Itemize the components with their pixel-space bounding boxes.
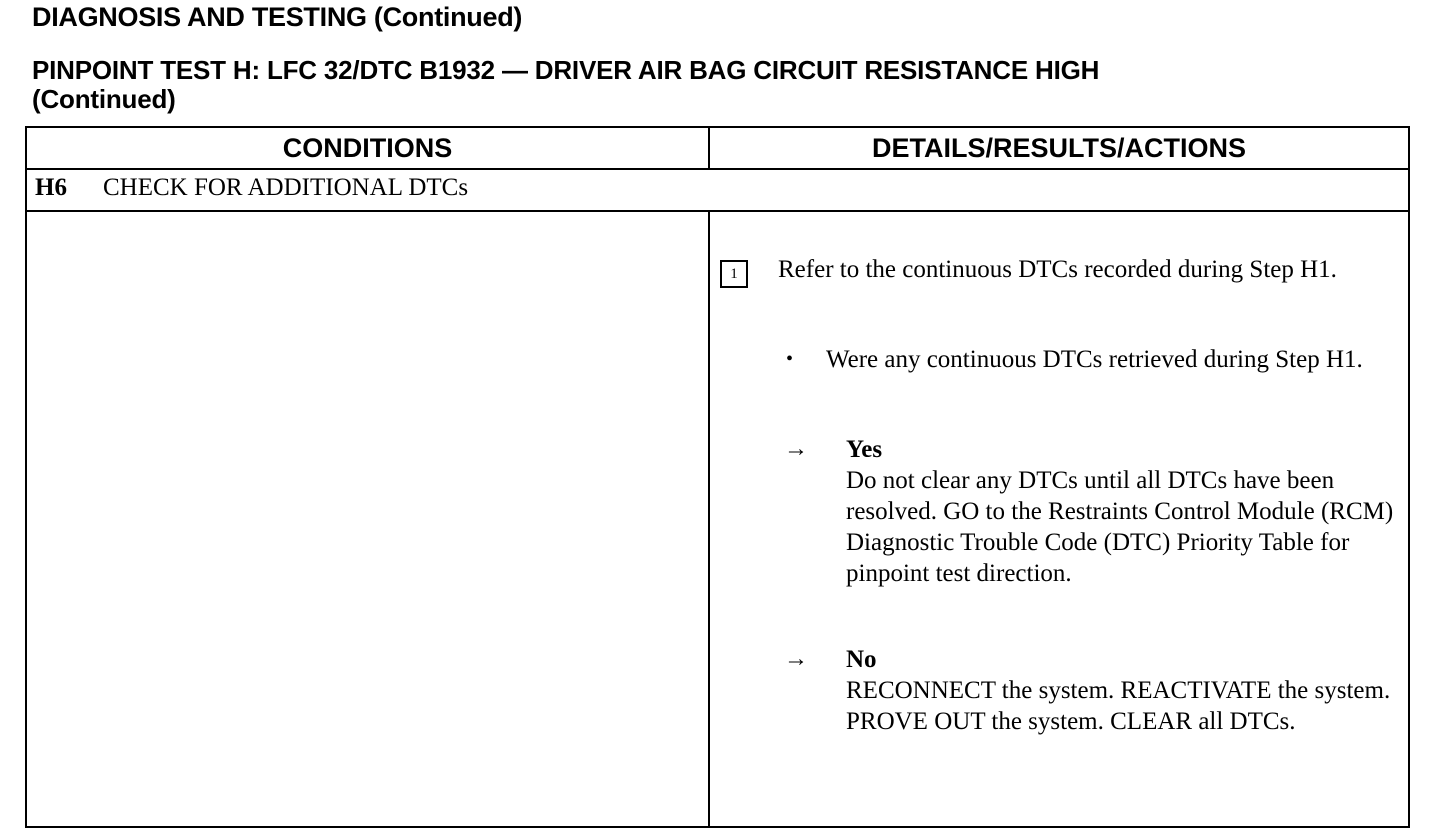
step-title: CHECK FOR ADDITIONAL DTCs (103, 174, 469, 201)
page-heading: DIAGNOSIS AND TESTING (Continued) (32, 2, 523, 32)
arrow-right-icon: → (784, 646, 808, 672)
pinpoint-test-title-line2: (Continued) (32, 84, 176, 114)
arrow-right-icon: → (784, 436, 808, 462)
step-number-box: 1 (720, 260, 748, 288)
bullet-icon: • (786, 348, 794, 370)
pinpoint-test-title (32, 56, 1412, 114)
step-instruction: Refer to the continuous DTCs recorded during Step H1. (778, 256, 1337, 283)
conditions-column-header: CONDITIONS (282, 133, 453, 163)
step-row (27, 170, 1408, 212)
details-cell (710, 212, 1408, 826)
pinpoint-test-table (25, 126, 1410, 828)
table-header-row (27, 128, 1408, 170)
yes-action-text: Do not clear any DTCs until all DTCs have been resolved. GO to the Restraints Control Module (RCM) Diagnostic Trouble Code (DTC) Priority Table for pinpoint test direction. (846, 467, 1394, 587)
no-action-text: RECONNECT the system. REACTIVATE the system. PROVE OUT the system. CLEAR all DTCs. (846, 677, 1391, 735)
no-label: No (846, 646, 877, 673)
step-id: H6 (35, 174, 67, 201)
yes-label: Yes (846, 436, 883, 463)
conditions-cell (27, 212, 708, 826)
pinpoint-test-title-line1: PINPOINT TEST H: LFC 32/DTC B1932 — DRIVER AIR BAG CIRCUIT RESISTANCE HIGH (32, 55, 1100, 85)
details-column-header: DETAILS/RESULTS/ACTIONS (871, 133, 1246, 163)
step-question: Were any continuous DTCs retrieved during Step H1. (826, 346, 1363, 373)
